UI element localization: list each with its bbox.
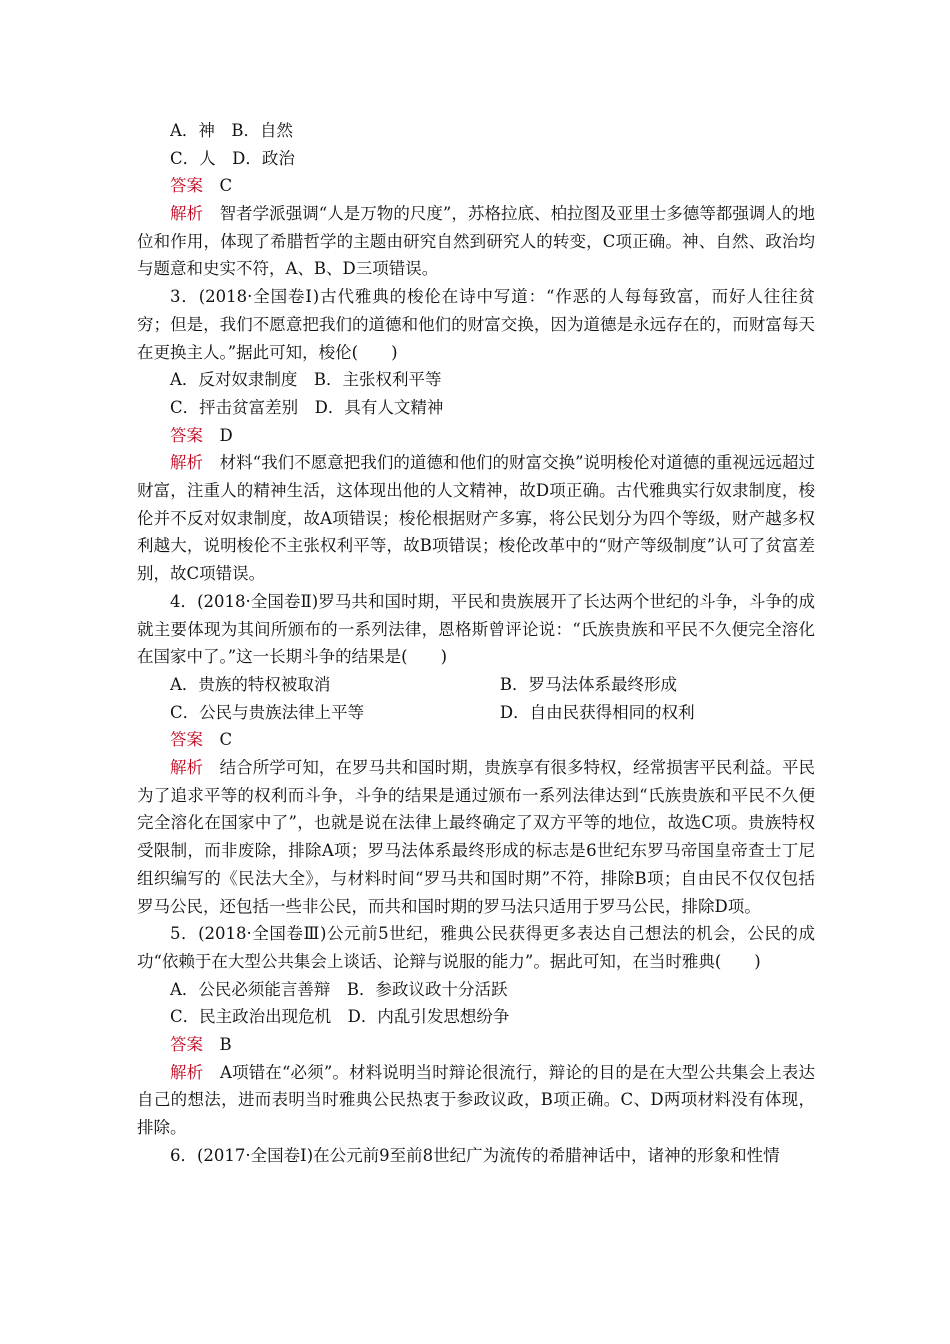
q3-options-line-1: A．反对奴隶制度 B．主张权利平等: [170, 370, 442, 390]
analysis-text: A项错在“必须”。材料说明当时辩论很流行，辩论的目的是在大型公共集会上表达自己的想法，进而表明当时雅典公民热衷于参政议政，B项正确。C、D两项材料没有体现，排除。: [137, 1062, 816, 1138]
q3-options-line-2: C．抨击贫富差别 D．具有人文精神: [170, 397, 444, 417]
q4-analysis: [137, 754, 815, 920]
q4-option-b: B．罗马法体系最终形成: [499, 674, 678, 694]
analysis-label: 解析: [170, 204, 204, 224]
q4-options-row-1: [137, 671, 815, 699]
answer-value: C: [219, 730, 233, 750]
analysis-label: 解析: [170, 453, 204, 473]
answer-label: 答案: [170, 1035, 203, 1055]
q5-analysis: [137, 1059, 815, 1142]
answer-value: C: [219, 176, 233, 196]
q4-stem: 4．(2018·全国卷Ⅱ)罗马共和国时期，平民和贵族展开了长达两个世纪的斗争，斗争的成就主要体现为其间所颁布的一系列法律，恩格斯曾评论说：“氏族贵族和平民不久便完全溶化在国家中了。”这一长期斗争的结果是( ): [137, 591, 815, 667]
answer-label: 答案: [170, 425, 203, 445]
analysis-label: 解析: [170, 1062, 204, 1082]
q4-option-d: D．自由民获得相同的权利: [499, 702, 695, 722]
q3-answer: [137, 422, 815, 450]
answer-label: 答案: [170, 176, 203, 196]
document-body: [137, 117, 815, 1170]
answer-value: D: [219, 425, 233, 445]
q3-stem: 3．(2018·全国卷Ⅰ)古代雅典的梭伦在诗中写道：“作恶的人每每致富，而好人往往贫穷；但是，我们不愿意把我们的道德和他们的财富交换，因为道德是永远存在的，而财富每天在更换主人。”据此可知，梭伦( ): [137, 287, 815, 362]
analysis-text: 智者学派强调“人是万物的尺度”，苏格拉底、柏拉图及亚里士多德等都强调人的地位和作用，体现了希腊哲学的主题由研究自然到研究人的转变，C项正确。神、自然、政治均与题意和史实不符，A、B、D三项错误。: [137, 204, 816, 279]
q2-answer: [137, 172, 815, 200]
q5-stem: 5．(2018·全国卷Ⅲ)公元前5世纪，雅典公民获得更多表达自己想法的机会，公民的成功“依赖于在大型公共集会上谈话、论辩与说服的能力”。据此可知，在当时雅典( ): [137, 924, 815, 971]
q5-options-line-1: A．公民必须能言善辩 B．参政议政十分活跃: [170, 979, 508, 999]
q4-option-a: A．贵族的特权被取消: [170, 674, 331, 694]
analysis-label: 解析: [170, 758, 204, 778]
answer-label: 答案: [170, 730, 203, 750]
q2-options-line-2: C．人 D．政治: [170, 148, 295, 168]
q4-options-row-2: [137, 699, 815, 727]
q2-options-line-1: A．神 B．自然: [170, 121, 294, 140]
q5-answer: [137, 1031, 815, 1059]
analysis-text: 结合所学可知，在罗马共和国时期，贵族享有很多特权，经常损害平民利益。平民为了追求平等的权利而斗争，斗争的结果是通过颁布一系列法律达到“氏族贵族和平民不久便完全溶化在国家中了”，也就是说在法律上最终确定了双方平等的地位，故选C项。贵族特权受限制，而非废除，排除A项；罗马法体系最终形成的标志是6世纪东罗马帝国皇帝查士丁尼组织编写的《民法大全》，与材料时间“罗马共和国时期”不符，排除B项；自由民不仅仅包括罗马公民，还包括一些非公民，而共和国时期的罗马法只适用于罗马公民，排除D项。: [137, 758, 816, 916]
q5-options-line-2: C．民主政治出现危机 D．内乱引发思想纷争: [170, 1007, 510, 1027]
q6-stem: 6．(2017·全国卷Ⅰ)在公元前9至前8世纪广为流传的希腊神话中，诸神的形象和性情: [170, 1145, 780, 1165]
analysis-text: 材料“我们不愿意把我们的道德和他们的财富交换”说明梭伦对道德的重视远远超过财富，注重人的精神生活，这体现出他的人文精神，故D项正确。古代雅典实行奴隶制度，梭伦并不反对奴隶制度，故A项错误；梭伦根据财产多寡，将公民划分为四个等级，财产越多权利越大，说明梭伦不主张权利平等，故B项错误；梭伦改革中的“财产等级制度”认可了贫富差别，故C项错误。: [137, 453, 816, 584]
q4-answer: [137, 726, 815, 754]
q4-option-c: C．公民与贵族法律上平等: [170, 702, 365, 722]
q3-analysis: [137, 449, 815, 588]
q2-analysis: [137, 200, 815, 283]
answer-value: B: [219, 1035, 232, 1055]
